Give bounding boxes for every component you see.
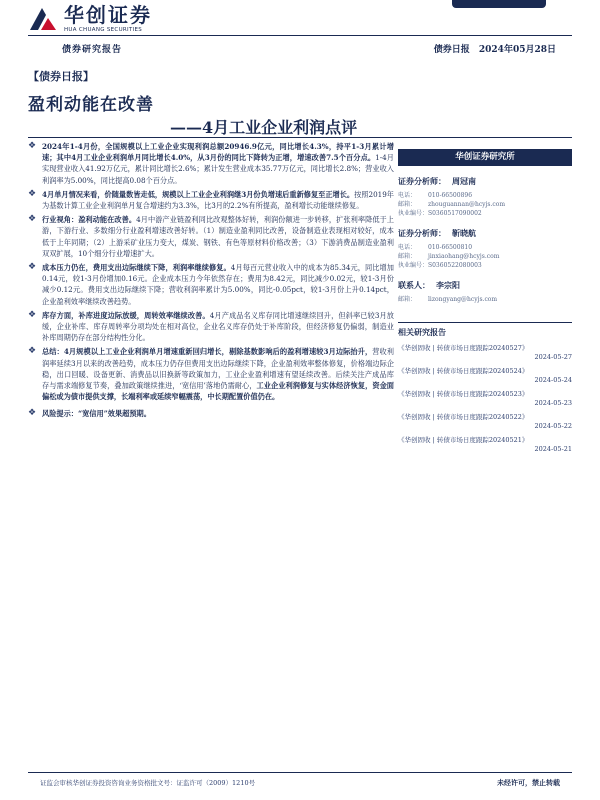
- bullet-lead: 行业视角：盈利动能在改善。: [42, 215, 137, 225]
- bullet-lead: 2024年1-4月份，全国规模以上工业企业实现利润总额20946.9亿元，同比增长4.3%，持平1-3月累计增速；其中4月工业企业利润单月同比增长4.0%，从3月份的同比下降转为正增，增速改善7.5个百分点。: [42, 142, 394, 163]
- contact-key: 电话：: [398, 244, 417, 251]
- contact-key: 电话：: [398, 192, 417, 199]
- contact-key: 执业编号：: [398, 210, 429, 217]
- report-category: 债券研究报告: [62, 45, 123, 55]
- logo-name: 华创证券: [64, 3, 152, 27]
- report-type: 债券日报: [433, 45, 470, 55]
- top-tab-decoration: [452, 0, 546, 8]
- diamond-bullet-icon: ❖: [28, 408, 37, 419]
- related-report-date: 2024-05-24: [534, 376, 572, 384]
- bullet-body: 按照2019年为基数计算工业企业利润单月复合增速约为3.3%，比3月的2.2%有所提高，盈利增长动能继续修复。: [42, 189, 394, 211]
- analyst-role-label: 证券分析师：: [398, 228, 446, 238]
- sidebar: [398, 141, 572, 453]
- related-report-link[interactable]: [398, 366, 572, 384]
- related-report-date: 2024-05-27: [534, 353, 572, 361]
- bullet-lead: 4月单月情况来看，价随量数皆走低，规模以上工业企业利润继3月份负增速后重新修复至正增长。: [42, 189, 355, 199]
- contact-name: 李宗阳: [436, 280, 460, 290]
- institute-banner: 华创证券研究所: [398, 149, 572, 166]
- risk-warning: [28, 408, 394, 419]
- related-report-date: 2024-05-21: [534, 445, 572, 453]
- bullet-lead: 总结：4月规模以上工业企业利润单月增速重新回归增长，剔除基数影响后的盈利增速较3月边际抬升，: [42, 347, 373, 357]
- analyst-contact: [398, 191, 572, 218]
- contact-role-label: 联系人：: [398, 280, 430, 290]
- related-report-title: 《华创固收 | 转债市场日度跟踪20240522》: [398, 413, 529, 421]
- diamond-bullet-icon: ❖: [28, 262, 37, 273]
- phone-value: 010-66500896: [428, 192, 473, 199]
- bullet-body: 4月每百元营业收入中的成本为85.34元，同比增加0.14元，较1-3月份增加0.16元。企业成本压力今年依然存在；费用为8.42元，同比减少0.02元，较1-3月份减少0.12元。费用支出边际继续下降；营收利润率累计为5.00%，同比-0.05pct，较1-3月份上升0.14pct，企业盈利效率继续改善趋势。: [42, 263, 394, 306]
- logo-english-name: HUA CHUANG SECURITIES: [64, 27, 143, 33]
- risk-text: “宽信用”效果超预期。: [77, 409, 151, 419]
- page-title: 盈利动能在改善: [28, 95, 154, 115]
- summary-bullet: [28, 310, 394, 344]
- summary-bullet: [28, 214, 394, 259]
- analyst-contact: [398, 243, 572, 270]
- summary-bullet: [28, 141, 394, 186]
- related-reports-heading: 相关研究报告: [398, 327, 446, 337]
- license-value: S0360522080003: [428, 262, 482, 269]
- title-divider: [28, 137, 572, 138]
- related-report-link[interactable]: [398, 389, 572, 407]
- contact-key: 执业编号：: [398, 262, 429, 269]
- summary-bullet: [28, 262, 394, 307]
- bullet-body: 1-4月实现营业收入41.92万亿元，累计同比增长2.6%；累计发生营业成本35.77万亿元，同比增长2.8%；营业收入利润率为5.00%，同比提高0.08个百分点。: [42, 153, 394, 185]
- analyst-name: 周冠南: [452, 176, 476, 186]
- contact-details: [398, 295, 572, 304]
- related-report-title: 《华创固收 | 转债市场日度跟踪20240521》: [398, 436, 529, 444]
- bullet-lead: 库存方面，补库进度边际放缓，周转效率继续改善。: [42, 310, 210, 320]
- related-report-title: 《华创固收 | 转债市场日度跟踪20240527》: [398, 344, 529, 352]
- diamond-bullet-icon: ❖: [28, 141, 37, 151]
- footer-copyright: 未经许可，禁止转载: [497, 778, 560, 787]
- report-date: 2024年05月28日: [478, 45, 556, 55]
- page-subtitle: ——4月工业企业利润点评: [170, 118, 358, 137]
- analyst-name: 靳晓航: [452, 228, 476, 238]
- related-report-link[interactable]: [398, 412, 572, 430]
- summary-bullet: [28, 346, 394, 402]
- diamond-bullet-icon: ❖: [28, 309, 37, 320]
- related-report-title: 《华创固收 | 转债市场日度跟踪20240524》: [398, 367, 529, 375]
- summary-section: [28, 141, 394, 423]
- logo-mark-icon: [28, 6, 58, 32]
- summary-bullet: [28, 189, 394, 211]
- diamond-bullet-icon: ❖: [28, 346, 37, 357]
- contact-heading: [398, 280, 572, 291]
- footer-divider: [28, 772, 572, 773]
- related-report-title: 《华创固收 | 转债市场日度跟踪20240523》: [398, 390, 529, 398]
- company-logo: [28, 4, 152, 33]
- related-report-link[interactable]: [398, 435, 572, 453]
- bullet-lead: 成本压力仍在，费用支出边际继续下降，利润率继续修复。: [42, 263, 231, 273]
- report-tag: 【债券日报】: [28, 70, 94, 83]
- report-meta: [428, 42, 556, 55]
- diamond-bullet-icon: ❖: [28, 214, 37, 225]
- email-link[interactable]: zhouguannan@hcyjs.com: [428, 201, 506, 208]
- related-report-link[interactable]: [398, 343, 572, 361]
- contact-key: 邮箱：: [398, 201, 417, 208]
- bullet-body: 营收利润率延续3月以来的改善趋势，成本压力仍存但费用支出边际继续下降，企业盈利效率整体修复，价格端边际企稳，出口回暖、设备更新、消费品以旧换新等政策加力，工业企业盈利增速有望延续改善。后续关注产成品库存与需求端修复节奏，叠加政策继续推进，‘宽信用’落地仍需耐心，: [42, 347, 394, 391]
- related-report-date: 2024-05-22: [534, 422, 572, 430]
- analyst-heading: [398, 228, 572, 239]
- email-link[interactable]: lizongyang@hcyjs.com: [428, 296, 498, 303]
- risk-label: 风险提示：: [42, 409, 78, 419]
- header-divider: [28, 35, 572, 36]
- contact-key: 邮箱：: [398, 253, 417, 260]
- bullet-tail: 工业企业利润修复与实体经济恢复，资金面偏松或为债市提供支撑，长端利率或延续窄幅震荡，中长期配置价值仍在。: [42, 381, 394, 402]
- related-report-date: 2024-05-23: [534, 399, 572, 407]
- bullet-body: 4月产成品名义库存同比增速继续回升，但斜率已较3月放缓，企业补库、库存周转率分项均处在相对高位，企业名义库存仍处于补库阶段，但经济修复仍偏弱，制造业补库周期仍存在部分结构性分化。: [42, 310, 394, 343]
- contact-key: 邮箱：: [398, 296, 417, 303]
- sidebar-divider: [398, 322, 572, 323]
- bullet-body: 4月中游产业链盈利同比改观整体好转，利润份额进一步转移，扩张利率降低于上游，下游行业、多数细分行业盈利增速改善好转。（1）制造业盈利同比改善，设备制造业表现相对较好，成本低于上年同期；（2）上游采矿业压力变大，煤炭、钢铁、有色等原材料价格改善；（3）下游消费品制造业盈利双双扩展，10个细分行业增速扩大。: [42, 215, 394, 258]
- diamond-bullet-icon: ❖: [28, 188, 37, 199]
- phone-value: 010-66500810: [428, 244, 473, 251]
- license-value: S0360517090002: [428, 210, 482, 217]
- analyst-role-label: 证券分析师：: [398, 176, 446, 186]
- email-link[interactable]: jinxiaohang@hcyjs.com: [428, 253, 500, 260]
- footer-license-note: 证监会审核华创证券投资咨询业务资格批文号：证监许可（2009）1210号: [40, 779, 256, 787]
- analyst-heading: [398, 176, 572, 187]
